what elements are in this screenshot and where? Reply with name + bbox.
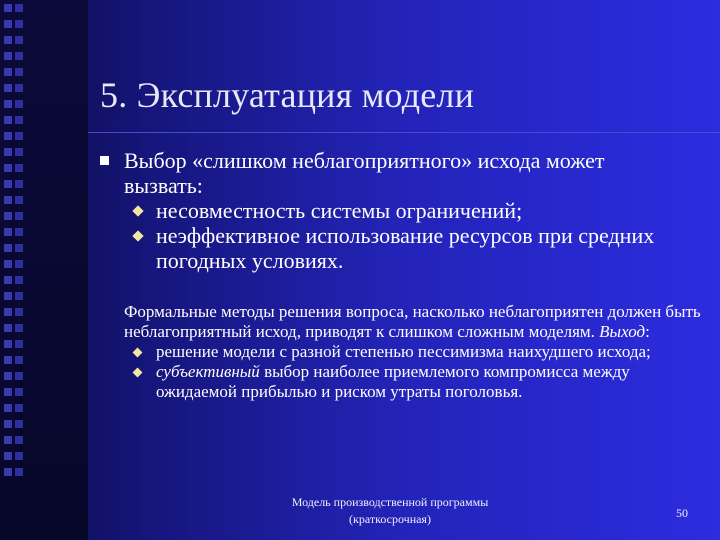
decor-squares-outer [4, 4, 12, 476]
point1-lead: Выбор «слишком неблагоприятного» исхода может вызвать: [124, 148, 605, 198]
bullet-point-1 [124, 148, 684, 273]
diamond-bullet-icon [132, 205, 143, 216]
exit-word: Выход [599, 322, 646, 341]
diamond-bullet-icon [132, 230, 143, 241]
point2-lead: Формальные методы решения вопроса, насколько неблагоприятен должен быть неблагоприятный исход, приводят к слишком сложным моделям. Выход: [124, 302, 701, 341]
left-decor-band [0, 0, 88, 540]
diamond-bullet-icon [133, 348, 143, 358]
point1-item-2: неэффективное использование ресурсов при средних погодных условиях. [124, 223, 684, 273]
footer-note: Модель производственной программы (краткосрочная) [291, 495, 489, 526]
point2-item-1: решение модели с разной степенью пессимизма наихудшего исхода; [124, 342, 704, 362]
point2-item-2: субъективный выбор наиболее приемлемого компромисса между ожидаемой прибылью и риском утраты поголовья. [124, 362, 704, 402]
square-bullet-icon [100, 156, 109, 165]
paragraph-2 [124, 302, 704, 402]
diamond-bullet-icon [133, 368, 143, 378]
page-number: 50 [676, 506, 688, 520]
decor-squares-inner [15, 4, 23, 476]
title-divider [88, 132, 720, 133]
point1-item-1: несовместность системы ограничений; [124, 198, 684, 223]
slide-title: 5. Эксплуатация модели [100, 75, 475, 115]
